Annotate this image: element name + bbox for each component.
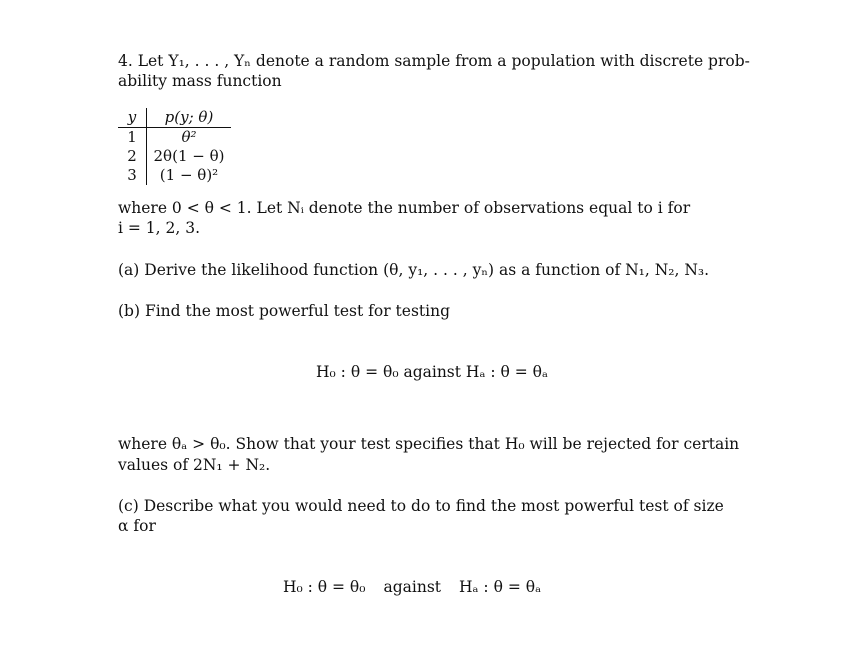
pmf-table: [118, 108, 231, 185]
pmf-cell-p: (1 − θ)²: [159, 166, 219, 184]
pmf-cell-y: 1: [118, 128, 147, 148]
pmf-table-header-row: [118, 108, 231, 128]
pmf-table-row: [118, 128, 231, 148]
part-b-after-line-2: values of 2N₁ + N₂.: [118, 456, 271, 474]
pmf-header-p: p(y; θ): [147, 108, 232, 128]
pmf-cell-y: 2: [118, 147, 147, 166]
pmf-header-y: y: [118, 108, 147, 128]
pmf-cell-p: θ²: [181, 128, 197, 146]
pmf-cell-p: 2θ(1 − θ): [153, 147, 225, 165]
part-c-null-hypothesis: H₀ : θ = θ₀: [282, 578, 366, 596]
problem-intro-line-1: 4. Let Y₁, . . . , Yₙ denote a random sample from a population with discrete prob-: [118, 52, 750, 70]
pmf-table-row: [118, 147, 231, 166]
problem-intro-line-2: ability mass function: [118, 72, 282, 90]
part-b-after-line-1: where θₐ > θ₀. Show that your test specifies that H₀ will be rejected for certain: [118, 435, 740, 453]
part-c-intro-line-1: (c) Describe what you would need to do to find the most powerful test of size: [118, 497, 724, 515]
where-line-2: i = 1, 2, 3.: [118, 219, 201, 237]
part-a-text: (a) Derive the likelihood function (θ, y₁, . . . , yₙ) as a function of N₁, N₂, N₃.: [118, 261, 710, 279]
part-c-hypotheses: [0, 577, 844, 597]
part-c-alt-hypothesis: Hₐ : θ = θₐ: [459, 578, 542, 596]
part-c-against: against: [383, 578, 441, 596]
part-c-intro-line-2: α for: [118, 517, 156, 535]
part-b-intro: (b) Find the most powerful test for testing: [118, 302, 451, 320]
pmf-table-row: [118, 166, 231, 185]
part-b-hypotheses: H₀ : θ = θ₀ against Hₐ : θ = θₐ: [316, 363, 548, 381]
pmf-cell-y: 3: [118, 166, 147, 185]
where-line-1: where 0 < θ < 1. Let Nᵢ denote the number of observations equal to i for: [118, 199, 691, 217]
